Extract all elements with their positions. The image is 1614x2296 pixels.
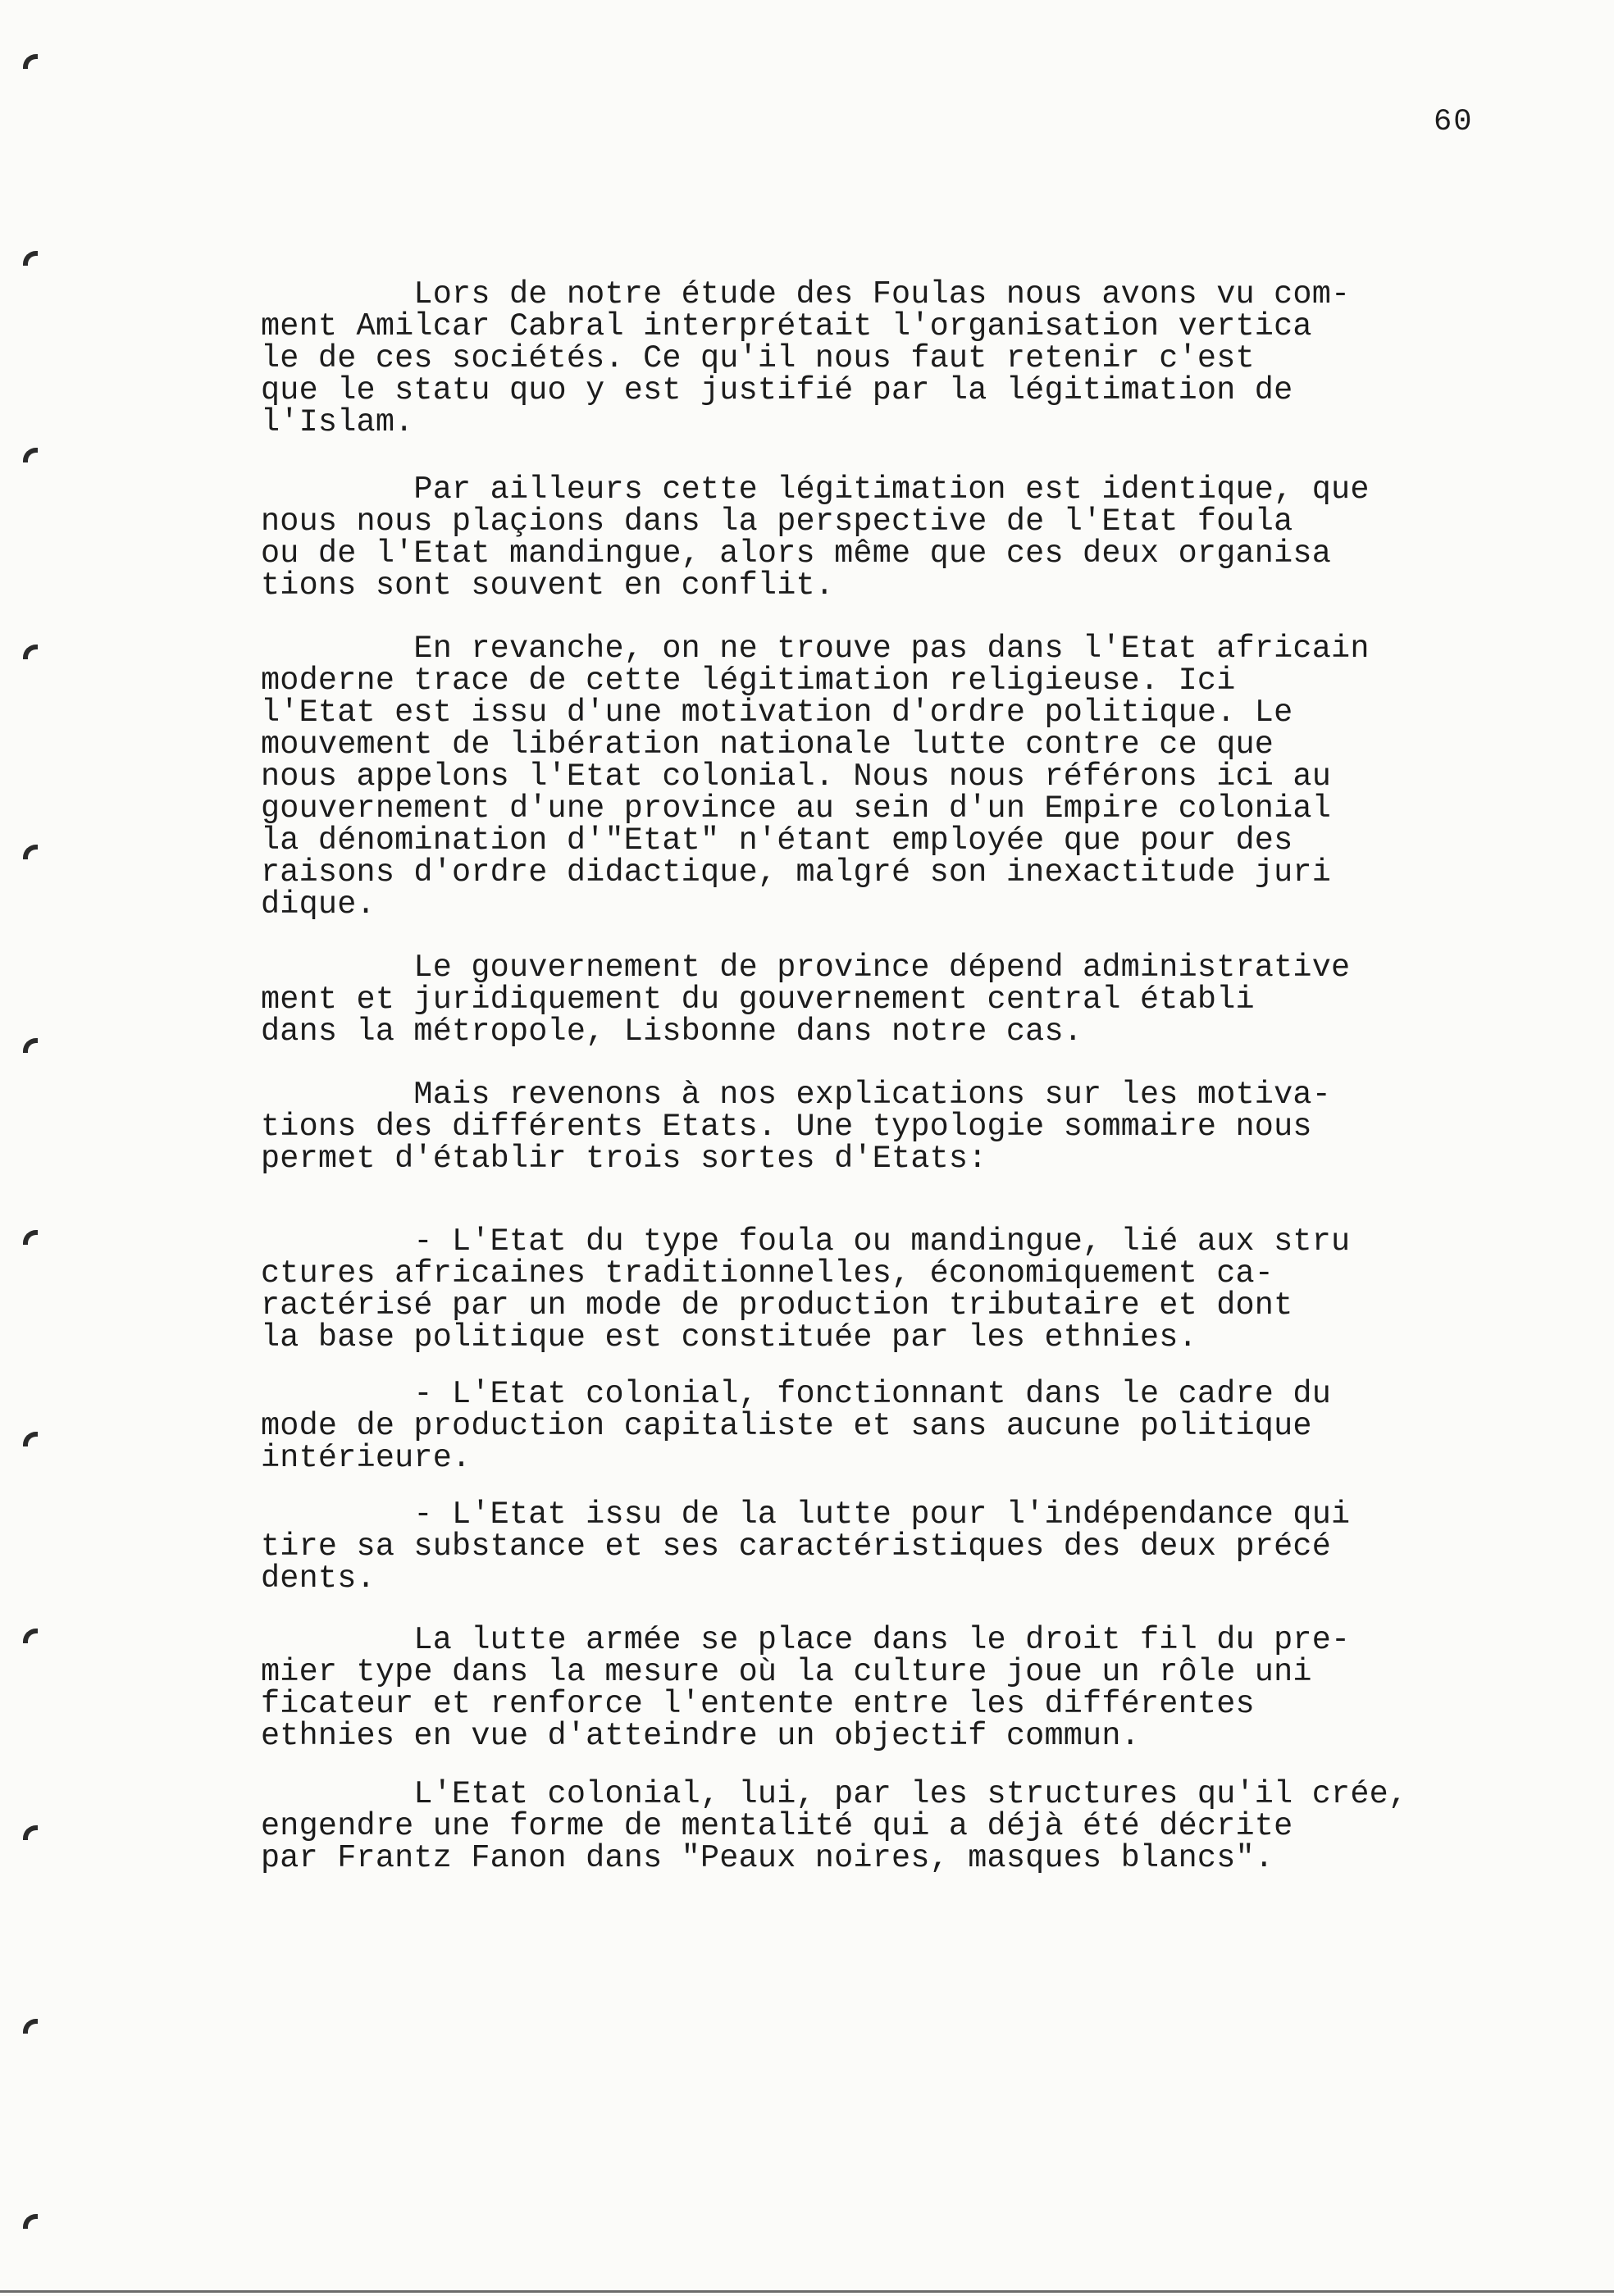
- binding-hole-mark: [23, 54, 38, 69]
- paragraph-7: L'Etat colonial, lui, par les structures qu'il crée, engendre une forme de mentalité qui a déjà été décrite par Frantz Fanon dans "Peaux noires, masques blancs".: [261, 1776, 1408, 1876]
- paragraph-6: La lutte armée se place dans le droit fil du pre- mier type dans la mesure où la culture joue un rôle uni ficateur et renforce l'entente entre les différentes ethnies en vue d'atteindre un objectif commun.: [261, 1622, 1351, 1754]
- list-item-independence-state: - L'Etat issu de la lutte pour l'indépendance qui tire sa substance et ses caractéristiques des deux précé dents.: [261, 1496, 1351, 1597]
- binding-hole-mark: [23, 1432, 38, 1446]
- binding-hole-mark: [23, 2019, 38, 2034]
- list-item-colonial-state: - L'Etat colonial, fonctionnant dans le cadre du mode de production capitaliste et sans aucune politique intérieure.: [261, 1376, 1332, 1476]
- binding-hole-mark: [23, 1230, 38, 1245]
- binding-hole-mark: [23, 2214, 38, 2229]
- binding-hole-mark: [23, 448, 38, 462]
- binding-hole-mark: [23, 845, 38, 859]
- paragraph-5: Mais revenons à nos explications sur les motiva- tions des différents Etats. Une typologie sommaire nous permet d'établir trois sortes d'Etats:: [261, 1077, 1332, 1177]
- page-number: 60: [1434, 105, 1474, 139]
- binding-hole-mark: [23, 1038, 38, 1053]
- paragraph-1: Lors de notre étude des Foulas nous avons vu com- ment Amilcar Cabral interprétait l'organisation vertica le de ces sociétés. Ce qu'il nous faut retenir c'est que le statu quo y est justifié par la légitimation de l'Islam.: [261, 276, 1351, 440]
- page-bottom-edge: [0, 2290, 1614, 2293]
- binding-hole-mark: [23, 1629, 38, 1643]
- binding-hole-mark: [23, 1825, 38, 1840]
- list-item-foula-state: - L'Etat du type foula ou mandingue, lié aux stru ctures africaines traditionnelles, économiquement ca- ractérisé par un mode de production tributaire et dont la base politique est constituée par les ethnies.: [261, 1223, 1351, 1355]
- paragraph-4: Le gouvernement de province dépend administrative ment et juridiquement du gouvernement central établi dans la métropole, Lisbonne dans notre cas.: [261, 950, 1351, 1050]
- binding-hole-mark: [23, 251, 38, 266]
- paragraph-3: En revanche, on ne trouve pas dans l'Etat africain moderne trace de cette légitimation religieuse. Ici l'Etat est issu d'une motivation d'ordre politique. Le mouvement de libération nationale lutte contre ce que nous appelons l'Etat colonial. Nous nous référons ici au gouvernement d'une province au sein d'un Empire colonial la dénomination d'"Etat" n'étant employée que pour des raisons d'ordre didactique, malgré son inexactitude juri dique.: [261, 631, 1370, 922]
- binding-hole-mark: [23, 645, 38, 659]
- paragraph-2: Par ailleurs cette légitimation est identique, que nous nous plaçions dans la perspective de l'Etat foula ou de l'Etat mandingue, alors même que ces deux organisa tions sont souvent en conflit.: [261, 472, 1370, 604]
- body-text: [261, 276, 1466, 1876]
